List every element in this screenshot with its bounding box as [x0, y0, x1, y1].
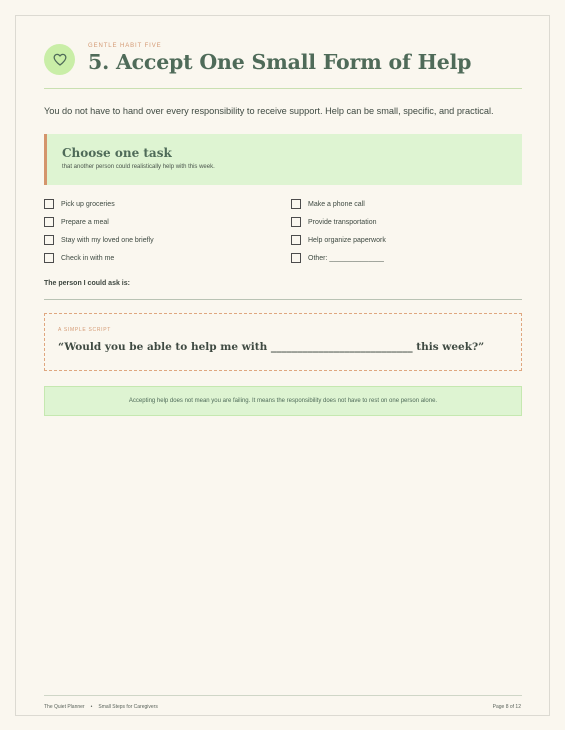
checklist-item[interactable] [291, 216, 376, 228]
checkbox[interactable] [291, 199, 301, 209]
heart-icon [53, 53, 67, 66]
ask-person-label: The person I could ask is: [44, 280, 130, 287]
task-subtitle: that another person could realistically help with this week. [62, 164, 215, 170]
script-text: “Would you be able to help me with ___________________________ this week?” [58, 341, 485, 353]
checkbox[interactable] [44, 199, 54, 209]
footer-brand: The Quiet Planner [44, 704, 85, 710]
script-box [44, 313, 522, 371]
footer-divider [44, 695, 522, 696]
task-checklist [44, 198, 522, 270]
heart-badge [44, 44, 75, 75]
footer-series: Small Steps for Caregivers [98, 704, 158, 710]
checklist-item[interactable] [44, 216, 109, 228]
checklist-item[interactable] [44, 252, 114, 264]
checklist-label: Prepare a meal [61, 218, 109, 226]
checklist-label: Stay with my loved one briefly [61, 236, 154, 244]
task-title: Choose one task [62, 146, 172, 160]
note-text: Accepting help does not mean you are failing. It means the responsibility does not have to rest on one person alone. [128, 398, 438, 404]
checkbox[interactable] [291, 253, 301, 263]
checkbox[interactable] [291, 217, 301, 227]
checklist-label: Other: ______________ [308, 254, 384, 262]
checklist-item[interactable] [291, 234, 386, 246]
ask-person-write-line[interactable] [44, 299, 522, 300]
checklist-label: Check in with me [61, 254, 115, 262]
checklist-item[interactable] [44, 234, 154, 246]
intro-text: You do not have to hand over every responsibility to receive support. Help can be small, specific, and practical. [44, 106, 494, 116]
page-title: 5. Accept One Small Form of Help [88, 50, 472, 74]
checklist-label: Help organize paperwork [308, 236, 386, 244]
page-number: Page 8 of 12 [492, 704, 521, 710]
section-header [44, 42, 522, 89]
footer-separator: • [90, 704, 93, 710]
checklist-label: Make a phone call [308, 200, 365, 208]
script-kicker: A SIMPLE SCRIPT [58, 327, 112, 333]
section-kicker: GENTLE HABIT FIVE [88, 43, 162, 49]
checklist-item[interactable] [291, 198, 365, 210]
checklist-item[interactable] [291, 252, 384, 264]
checklist-label: Provide transportation [308, 218, 377, 226]
checkbox[interactable] [44, 235, 54, 245]
footer-left [44, 704, 158, 710]
reassurance-note [44, 386, 522, 416]
checkbox[interactable] [291, 235, 301, 245]
choose-task-box [44, 134, 522, 185]
checklist-item[interactable] [44, 198, 115, 210]
worksheet-page [15, 15, 550, 716]
checkbox[interactable] [44, 253, 54, 263]
checklist-label: Pick up groceries [61, 200, 115, 208]
checkbox[interactable] [44, 217, 54, 227]
